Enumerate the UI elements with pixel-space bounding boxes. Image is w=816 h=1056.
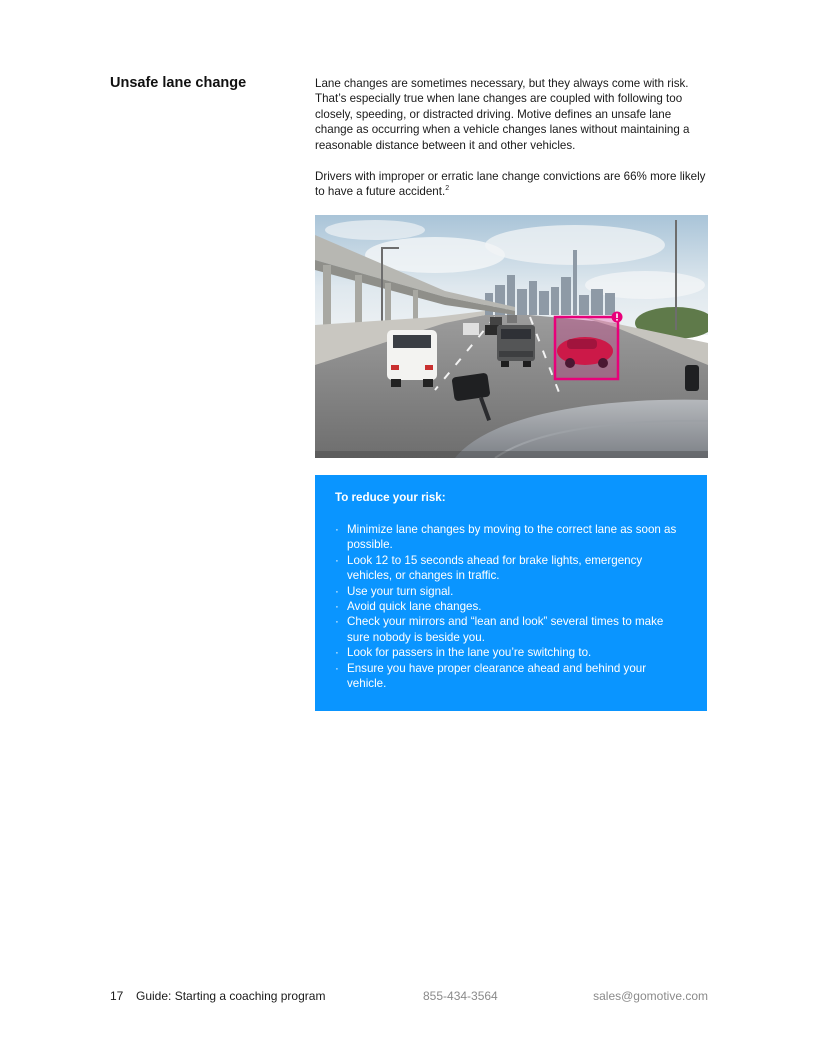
paragraph-statistic — [315, 169, 710, 200]
tip-item: · Minimize lane changes by moving to the correct lane as soon as possible. — [335, 522, 687, 553]
paragraph-intro: Lane changes are sometimes necessary, but they always come with risk. That’s especially true when lane changes are coupled with following too closely, speeding, or distracted driving. Motive defines an unsafe lane change as occurring when a vehicle changes lanes without maintaining a reasonable distance between it and other vehicles. — [315, 77, 690, 152]
body-text — [315, 76, 710, 216]
tip-item: · Look for passers in the lane you’re switching to. — [335, 645, 687, 660]
phone-number[interactable]: 855-434-3564 — [423, 989, 498, 1003]
dashcam-photo — [315, 215, 708, 458]
page-footer — [0, 989, 816, 1005]
statistic-text: Drivers with improper or erratic lane change convictions are 66% more likely to have a future accident. — [315, 170, 706, 199]
tip-item: · Look 12 to 15 seconds ahead for brake lights, emergency vehicles, or changes in traffic. — [335, 553, 687, 584]
footnote-marker: 2 — [445, 185, 450, 193]
tips-list — [335, 522, 687, 691]
risk-tips-box — [315, 475, 707, 711]
page-number: 17 — [110, 989, 124, 1003]
tip-item: · Use your turn signal. — [335, 584, 687, 599]
tips-heading: To reduce your risk: — [335, 491, 446, 504]
tip-item: · Avoid quick lane changes. — [335, 599, 687, 614]
section-title: Unsafe lane change — [110, 75, 247, 91]
tip-item: · Ensure you have proper clearance ahead and behind your vehicle. — [335, 661, 687, 692]
guide-title: Guide: Starting a coaching program — [136, 989, 326, 1003]
tip-item: · Check your mirrors and “lean and look” several times to make sure nobody is beside you. — [335, 614, 687, 645]
email-link[interactable]: sales@gomotive.com — [593, 989, 708, 1003]
